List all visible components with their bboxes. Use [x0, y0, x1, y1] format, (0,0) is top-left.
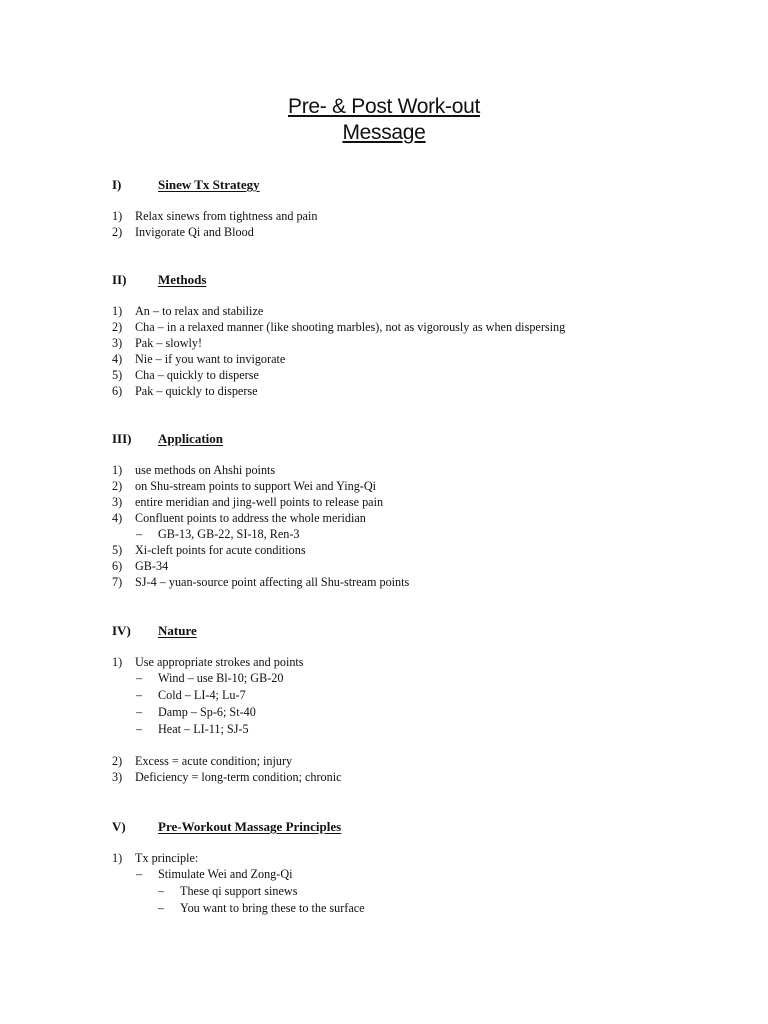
- dash-bullet: –: [136, 705, 143, 719]
- list-item: [0, 769, 768, 785]
- list-item-text: on Shu-stream points to support Wei and Ying-Qi: [135, 479, 377, 493]
- sub-list-item: [0, 721, 768, 738]
- list-item: [0, 542, 768, 558]
- list-item-text: Confluent points to address the whole meridian: [135, 511, 366, 525]
- sub-sub-list-item-text: These qi support sinews: [180, 884, 298, 898]
- section-nature: [0, 622, 768, 785]
- list-item: [0, 478, 768, 494]
- list-item-number: 6): [112, 384, 123, 398]
- section-number: III): [112, 431, 132, 446]
- sub-list-item-text: Heat – LI-11; SJ-5: [158, 722, 249, 736]
- section-number: IV): [112, 623, 131, 638]
- list-item: [0, 319, 768, 335]
- list-item-text: Invigorate Qi and Blood: [135, 225, 254, 239]
- list-item-number: 5): [112, 368, 123, 382]
- list-spacer: [0, 738, 768, 753]
- list-item-number: 7): [112, 575, 123, 589]
- sub-sub-list-item: [0, 900, 768, 917]
- list-item-text: Tx principle:: [135, 851, 199, 865]
- section-heading: [0, 176, 768, 194]
- section-heading: [0, 430, 768, 448]
- sub-list-item-text: Cold – LI-4; Lu-7: [158, 688, 246, 702]
- list-item-number: 2): [112, 225, 123, 239]
- section-list: [0, 654, 768, 785]
- list-item-number: 1): [112, 209, 123, 223]
- list-item-number: 2): [112, 320, 123, 334]
- dash-bullet: –: [136, 722, 143, 736]
- list-item-number: 3): [112, 336, 123, 350]
- sub-list-item-text: Wind – use Bl-10; GB-20: [158, 671, 284, 685]
- list-item-text: Nie – if you want to invigorate: [135, 352, 286, 366]
- section-title: Sinew Tx Strategy: [158, 177, 260, 192]
- dash-bullet: –: [136, 867, 143, 881]
- section-title: Application: [158, 431, 224, 446]
- section-methods: [0, 271, 768, 399]
- list-item-text: SJ-4 – yuan-source point affecting all Shu-stream points: [135, 575, 410, 589]
- dash-bullet: –: [136, 671, 143, 685]
- sub-list-item-text: GB-13, GB-22, SI-18, Ren-3: [158, 527, 300, 541]
- section-list: [0, 850, 768, 917]
- section-heading: [0, 818, 768, 836]
- list-item-number: 1): [112, 655, 123, 669]
- list-item-text: Use appropriate strokes and points: [135, 655, 304, 669]
- list-item: [0, 558, 768, 574]
- list-item: [0, 574, 768, 590]
- sub-list-item-text: Damp – Sp-6; St-40: [158, 705, 256, 719]
- section-pre-workout-massage-principles: [0, 818, 768, 917]
- list-item: [0, 303, 768, 319]
- list-item-number: 1): [112, 851, 123, 865]
- dash-bullet: –: [158, 884, 165, 898]
- sub-sub-list-item: [0, 883, 768, 900]
- sub-list-item: [0, 670, 768, 687]
- list-item-text: Deficiency = long-term condition; chronic: [135, 770, 342, 784]
- sub-list-item: [0, 866, 768, 883]
- document-title-line-1: Pre- & Post Work-out: [287, 95, 480, 118]
- section-title: Nature: [158, 623, 197, 638]
- list-item-text: use methods on Ahshi points: [135, 463, 276, 477]
- sub-list-item: [0, 704, 768, 721]
- list-item-text: entire meridian and jing-well points to release pain: [135, 495, 384, 509]
- list-item-number: 4): [112, 352, 123, 366]
- list-item-text: Pak – quickly to disperse: [135, 384, 258, 398]
- dash-bullet: –: [136, 688, 143, 702]
- section-number: II): [112, 272, 127, 287]
- document-title-line-2: Message: [342, 121, 426, 144]
- list-item-text: An – to relax and stabilize: [135, 304, 264, 318]
- list-item-number: 3): [112, 770, 123, 784]
- list-item-number: 5): [112, 543, 123, 557]
- section-heading: [0, 271, 768, 289]
- list-item-text: Xi-cleft points for acute conditions: [135, 543, 306, 557]
- section-title: Methods: [158, 272, 207, 287]
- section-number: V): [112, 819, 126, 834]
- section-application: [0, 430, 768, 590]
- section-number: I): [112, 177, 122, 192]
- list-item-text: Excess = acute condition; injury: [135, 754, 293, 768]
- list-item: [0, 224, 768, 240]
- list-item: [0, 351, 768, 367]
- dash-bullet: –: [136, 527, 143, 541]
- list-item: [0, 335, 768, 351]
- sub-list-item: [0, 687, 768, 704]
- section-list: [0, 462, 768, 590]
- section-sinew-tx-strategy: [0, 176, 768, 240]
- list-item: [0, 383, 768, 399]
- list-item-text: Relax sinews from tightness and pain: [135, 209, 318, 223]
- list-item-text: Cha – in a relaxed manner (like shooting marbles), not as vigorously as when dispersing: [135, 320, 566, 334]
- list-item-number: 1): [112, 463, 123, 477]
- list-item-number: 2): [112, 479, 123, 493]
- list-item-text: Cha – quickly to disperse: [135, 368, 259, 382]
- list-item-number: 4): [112, 511, 123, 525]
- list-item: [0, 208, 768, 224]
- list-item-number: 3): [112, 495, 123, 509]
- list-item-text: GB-34: [135, 559, 169, 573]
- list-item: [0, 462, 768, 478]
- list-item: [0, 494, 768, 510]
- list-item: [0, 753, 768, 769]
- section-title: Pre-Workout Massage Principles: [158, 819, 342, 834]
- list-item-text: Pak – slowly!: [135, 336, 203, 350]
- list-item: [0, 654, 768, 670]
- list-item: [0, 367, 768, 383]
- section-heading: [0, 622, 768, 640]
- list-item-number: 1): [112, 304, 123, 318]
- sub-list-item-text: Stimulate Wei and Zong-Qi: [158, 867, 293, 881]
- list-item: [0, 510, 768, 526]
- list-item-number: 2): [112, 754, 123, 768]
- dash-bullet: –: [158, 901, 165, 915]
- section-list: [0, 208, 768, 240]
- sub-sub-list-item-text: You want to bring these to the surface: [180, 901, 365, 915]
- list-item: [0, 850, 768, 866]
- list-item-number: 6): [112, 559, 123, 573]
- sub-list-item: [0, 526, 768, 542]
- section-list: [0, 303, 768, 399]
